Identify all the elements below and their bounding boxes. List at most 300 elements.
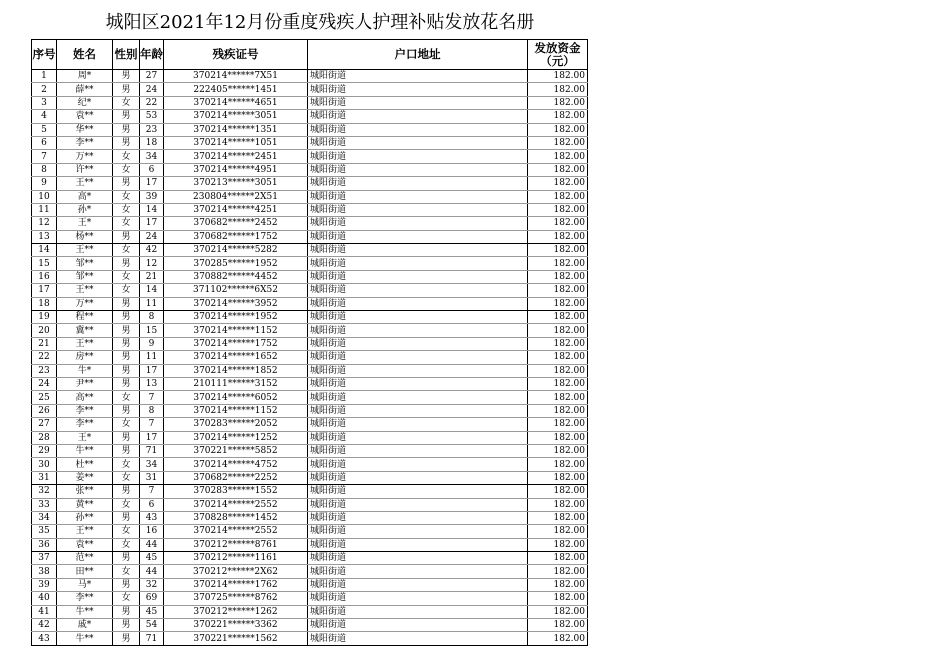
cell-cert: 370221******5852 [164,444,308,457]
table-row [32,190,588,203]
cell-amount: 182.00 [528,337,588,350]
cell-amount: 182.00 [528,552,588,565]
cell-amount: 182.00 [528,592,588,605]
cell-name: 孙** [57,511,113,524]
cell-sex: 女 [113,471,140,484]
cell-address: 城阳街道 [308,244,528,257]
header-amount-line1: 发放资金 [534,40,581,55]
cell-amount: 182.00 [528,284,588,297]
document-title: 城阳区2021年12月份重度残疾人护理补贴发放花名册 [105,12,535,33]
table-row [32,511,588,524]
table-row [32,270,588,283]
cell-address: 城阳街道 [308,123,528,136]
table-row [32,404,588,417]
cell-sex: 男 [113,337,140,350]
cell-name: 马* [57,578,113,591]
header-name: 姓名 [57,40,113,70]
cell-amount: 182.00 [528,525,588,538]
table-row [32,324,588,337]
cell-no: 42 [32,619,57,632]
roster-table [31,39,588,646]
cell-name: 程** [57,311,113,324]
cell-age: 12 [140,257,164,270]
cell-no: 15 [32,257,57,270]
cell-cert: 370283******2052 [164,418,308,431]
cell-amount: 182.00 [528,377,588,390]
cell-sex: 女 [113,498,140,511]
cell-amount: 182.00 [528,136,588,149]
cell-sex: 男 [113,552,140,565]
cell-amount: 182.00 [528,632,588,645]
cell-no: 29 [32,444,57,457]
cell-amount: 182.00 [528,498,588,511]
cell-cert: 370214******4752 [164,458,308,471]
cell-sex: 女 [113,203,140,216]
cell-no: 32 [32,485,57,498]
cell-no: 7 [32,150,57,163]
cell-cert: 370214******5282 [164,244,308,257]
cell-address: 城阳街道 [308,578,528,591]
header-row [32,40,588,70]
cell-age: 71 [140,444,164,457]
table-row [32,471,588,484]
cell-no: 12 [32,217,57,230]
cell-sex: 女 [113,565,140,578]
cell-sex: 男 [113,83,140,96]
cell-age: 53 [140,110,164,123]
cell-sex: 女 [113,190,140,203]
cell-age: 39 [140,190,164,203]
cell-no: 13 [32,230,57,243]
cell-name: 牛** [57,444,113,457]
cell-amount: 182.00 [528,83,588,96]
cell-sex: 男 [113,351,140,364]
cell-age: 24 [140,230,164,243]
table-row [32,96,588,109]
cell-no: 9 [32,177,57,190]
cell-age: 7 [140,485,164,498]
cell-cert: 370214******1652 [164,351,308,364]
cell-age: 14 [140,203,164,216]
cell-sex: 女 [113,270,140,283]
cell-cert: 370212******2X62 [164,565,308,578]
cell-sex: 女 [113,592,140,605]
cell-age: 24 [140,83,164,96]
table-row [32,311,588,324]
cell-address: 城阳街道 [308,284,528,297]
cell-no: 21 [32,337,57,350]
cell-address: 城阳街道 [308,632,528,645]
cell-amount: 182.00 [528,203,588,216]
cell-cert: 370214******4951 [164,163,308,176]
cell-no: 40 [32,592,57,605]
cell-name: 尹** [57,377,113,390]
cell-sex: 男 [113,123,140,136]
cell-cert: 371102******6X52 [164,284,308,297]
table-row [32,619,588,632]
cell-name: 王** [57,337,113,350]
cell-name: 王** [57,525,113,538]
table-row [32,244,588,257]
table-row [32,498,588,511]
cell-address: 城阳街道 [308,136,528,149]
cell-age: 45 [140,552,164,565]
cell-name: 李** [57,592,113,605]
cell-cert: 370221******3362 [164,619,308,632]
cell-amount: 182.00 [528,511,588,524]
cell-no: 16 [32,270,57,283]
cell-no: 31 [32,471,57,484]
cell-name: 万** [57,150,113,163]
cell-name: 杨** [57,230,113,243]
cell-address: 城阳街道 [308,431,528,444]
table-row [32,377,588,390]
cell-sex: 女 [113,150,140,163]
cell-amount: 182.00 [528,190,588,203]
cell-name: 孙* [57,203,113,216]
table-row [32,458,588,471]
cell-sex: 男 [113,311,140,324]
cell-age: 44 [140,538,164,551]
cell-age: 54 [140,619,164,632]
cell-sex: 男 [113,297,140,310]
cell-address: 城阳街道 [308,364,528,377]
cell-address: 城阳街道 [308,150,528,163]
cell-cert: 370283******1552 [164,485,308,498]
cell-no: 41 [32,605,57,618]
cell-address: 城阳街道 [308,444,528,457]
cell-cert: 210111******3152 [164,377,308,390]
cell-sex: 男 [113,257,140,270]
cell-cert: 370285******1952 [164,257,308,270]
cell-sex: 男 [113,70,140,83]
cell-name: 邹** [57,270,113,283]
cell-no: 34 [32,511,57,524]
cell-sex: 男 [113,632,140,645]
cell-amount: 182.00 [528,311,588,324]
cell-cert: 370682******2452 [164,217,308,230]
cell-name: 李** [57,404,113,417]
table-row [32,552,588,565]
cell-cert: 370214******2552 [164,525,308,538]
table-row [32,110,588,123]
cell-name: 高* [57,190,113,203]
cell-address: 城阳街道 [308,203,528,216]
cell-cert: 370725******8762 [164,592,308,605]
cell-address: 城阳街道 [308,83,528,96]
cell-address: 城阳街道 [308,96,528,109]
table-row [32,418,588,431]
cell-cert: 370882******4452 [164,270,308,283]
cell-sex: 男 [113,324,140,337]
cell-amount: 182.00 [528,96,588,109]
cell-name: 邹** [57,257,113,270]
cell-no: 11 [32,203,57,216]
cell-amount: 182.00 [528,70,588,83]
cell-cert: 370214******3051 [164,110,308,123]
cell-sex: 男 [113,136,140,149]
cell-amount: 182.00 [528,123,588,136]
cell-address: 城阳街道 [308,418,528,431]
cell-no: 20 [32,324,57,337]
cell-amount: 182.00 [528,538,588,551]
cell-cert: 370828******1452 [164,511,308,524]
cell-cert: 370682******2252 [164,471,308,484]
cell-no: 33 [32,498,57,511]
table-row [32,444,588,457]
cell-amount: 182.00 [528,565,588,578]
table-header [32,40,588,70]
cell-sex: 男 [113,431,140,444]
cell-amount: 182.00 [528,485,588,498]
cell-no: 37 [32,552,57,565]
cell-age: 34 [140,458,164,471]
cell-no: 36 [32,538,57,551]
cell-name: 王** [57,177,113,190]
cell-age: 21 [140,270,164,283]
cell-age: 42 [140,244,164,257]
cell-no: 8 [32,163,57,176]
table-row [32,391,588,404]
cell-sex: 女 [113,525,140,538]
cell-cert: 370214******1351 [164,123,308,136]
cell-sex: 女 [113,163,140,176]
cell-address: 城阳街道 [308,70,528,83]
cell-address: 城阳街道 [308,190,528,203]
table-row [32,217,588,230]
cell-no: 35 [32,525,57,538]
cell-amount: 182.00 [528,244,588,257]
cell-address: 城阳街道 [308,311,528,324]
cell-cert: 370214******2552 [164,498,308,511]
cell-sex: 女 [113,418,140,431]
cell-age: 7 [140,391,164,404]
cell-no: 5 [32,123,57,136]
cell-no: 1 [32,70,57,83]
cell-cert: 370214******1152 [164,404,308,417]
cell-amount: 182.00 [528,177,588,190]
cell-amount: 182.00 [528,163,588,176]
cell-amount: 182.00 [528,297,588,310]
cell-cert: 370214******1952 [164,311,308,324]
cell-age: 31 [140,471,164,484]
cell-amount: 182.00 [528,431,588,444]
cell-sex: 女 [113,284,140,297]
cell-age: 6 [140,163,164,176]
cell-age: 18 [140,136,164,149]
cell-age: 14 [140,284,164,297]
cell-address: 城阳街道 [308,230,528,243]
cell-no: 25 [32,391,57,404]
cell-name: 薛** [57,83,113,96]
cell-age: 7 [140,418,164,431]
cell-sex: 男 [113,511,140,524]
cell-address: 城阳街道 [308,163,528,176]
header-address: 户口地址 [308,40,528,70]
cell-cert: 370214******7X51 [164,70,308,83]
cell-amount: 182.00 [528,364,588,377]
cell-no: 23 [32,364,57,377]
table-row [32,592,588,605]
table-body [32,70,588,646]
cell-age: 15 [140,324,164,337]
cell-age: 8 [140,404,164,417]
cell-address: 城阳街道 [308,605,528,618]
cell-address: 城阳街道 [308,377,528,390]
cell-no: 27 [32,418,57,431]
cell-cert: 370214******1762 [164,578,308,591]
cell-age: 9 [140,337,164,350]
cell-name: 黄** [57,498,113,511]
cell-amount: 182.00 [528,217,588,230]
cell-address: 城阳街道 [308,471,528,484]
cell-age: 17 [140,431,164,444]
cell-no: 24 [32,377,57,390]
cell-amount: 182.00 [528,444,588,457]
table-row [32,525,588,538]
table-row [32,123,588,136]
cell-no: 18 [32,297,57,310]
cell-sex: 女 [113,96,140,109]
cell-sex: 男 [113,619,140,632]
cell-cert: 370221******1562 [164,632,308,645]
cell-age: 69 [140,592,164,605]
cell-name: 房** [57,351,113,364]
table-row [32,565,588,578]
cell-name: 王** [57,284,113,297]
cell-age: 23 [140,123,164,136]
cell-name: 王* [57,431,113,444]
cell-sex: 女 [113,391,140,404]
cell-address: 城阳街道 [308,404,528,417]
cell-name: 戚* [57,619,113,632]
cell-amount: 182.00 [528,324,588,337]
cell-age: 34 [140,150,164,163]
cell-age: 11 [140,297,164,310]
cell-amount: 182.00 [528,578,588,591]
cell-cert: 370214******4251 [164,203,308,216]
cell-cert: 370214******2451 [164,150,308,163]
cell-no: 22 [32,351,57,364]
cell-age: 43 [140,511,164,524]
cell-age: 44 [140,565,164,578]
cell-age: 22 [140,96,164,109]
cell-address: 城阳街道 [308,538,528,551]
cell-name: 华** [57,123,113,136]
cell-cert: 370214******1152 [164,324,308,337]
cell-sex: 男 [113,177,140,190]
table-row [32,230,588,243]
cell-no: 26 [32,404,57,417]
cell-address: 城阳街道 [308,458,528,471]
cell-cert: 370682******1752 [164,230,308,243]
cell-amount: 182.00 [528,270,588,283]
table-row [32,284,588,297]
cell-address: 城阳街道 [308,592,528,605]
table-row [32,136,588,149]
cell-age: 45 [140,605,164,618]
cell-name: 周* [57,70,113,83]
cell-no: 28 [32,431,57,444]
cell-cert: 370214******1852 [164,364,308,377]
cell-cert: 370212******8761 [164,538,308,551]
table-row [32,83,588,96]
cell-address: 城阳街道 [308,257,528,270]
cell-name: 杜** [57,458,113,471]
cell-name: 冀** [57,324,113,337]
cell-amount: 182.00 [528,110,588,123]
cell-name: 王* [57,217,113,230]
cell-cert: 370214******1252 [164,431,308,444]
cell-no: 10 [32,190,57,203]
cell-sex: 男 [113,444,140,457]
cell-address: 城阳街道 [308,552,528,565]
cell-age: 71 [140,632,164,645]
cell-address: 城阳街道 [308,351,528,364]
cell-amount: 182.00 [528,150,588,163]
cell-name: 王** [57,244,113,257]
cell-address: 城阳街道 [308,270,528,283]
cell-name: 纪* [57,96,113,109]
cell-sex: 男 [113,230,140,243]
cell-name: 张** [57,485,113,498]
cell-address: 城阳街道 [308,337,528,350]
cell-no: 17 [32,284,57,297]
cell-address: 城阳街道 [308,297,528,310]
cell-cert: 222405******1451 [164,83,308,96]
cell-no: 2 [32,83,57,96]
cell-age: 6 [140,498,164,511]
cell-amount: 182.00 [528,257,588,270]
cell-no: 19 [32,311,57,324]
cell-amount: 182.00 [528,230,588,243]
cell-name: 范** [57,552,113,565]
cell-sex: 女 [113,458,140,471]
cell-age: 11 [140,351,164,364]
cell-name: 高** [57,391,113,404]
cell-name: 牛** [57,632,113,645]
table-row [32,632,588,645]
cell-cert: 370214******3952 [164,297,308,310]
cell-no: 4 [32,110,57,123]
header-cert: 残疾证号 [164,40,308,70]
table-row [32,150,588,163]
cell-amount: 182.00 [528,391,588,404]
table-row [32,431,588,444]
cell-amount: 182.00 [528,404,588,417]
cell-address: 城阳街道 [308,324,528,337]
table-row [32,351,588,364]
cell-sex: 男 [113,377,140,390]
cell-cert: 370214******4651 [164,96,308,109]
table-row [32,257,588,270]
cell-no: 39 [32,578,57,591]
cell-address: 城阳街道 [308,525,528,538]
cell-sex: 男 [113,404,140,417]
cell-name: 袁** [57,110,113,123]
header-age: 年龄 [140,40,164,70]
table-row [32,203,588,216]
cell-cert: 230804******2X51 [164,190,308,203]
header-sex: 性别 [113,40,140,70]
cell-cert: 370212******1161 [164,552,308,565]
cell-address: 城阳街道 [308,565,528,578]
cell-address: 城阳街道 [308,217,528,230]
cell-age: 17 [140,364,164,377]
table-row [32,538,588,551]
cell-name: 牛* [57,364,113,377]
cell-age: 17 [140,177,164,190]
